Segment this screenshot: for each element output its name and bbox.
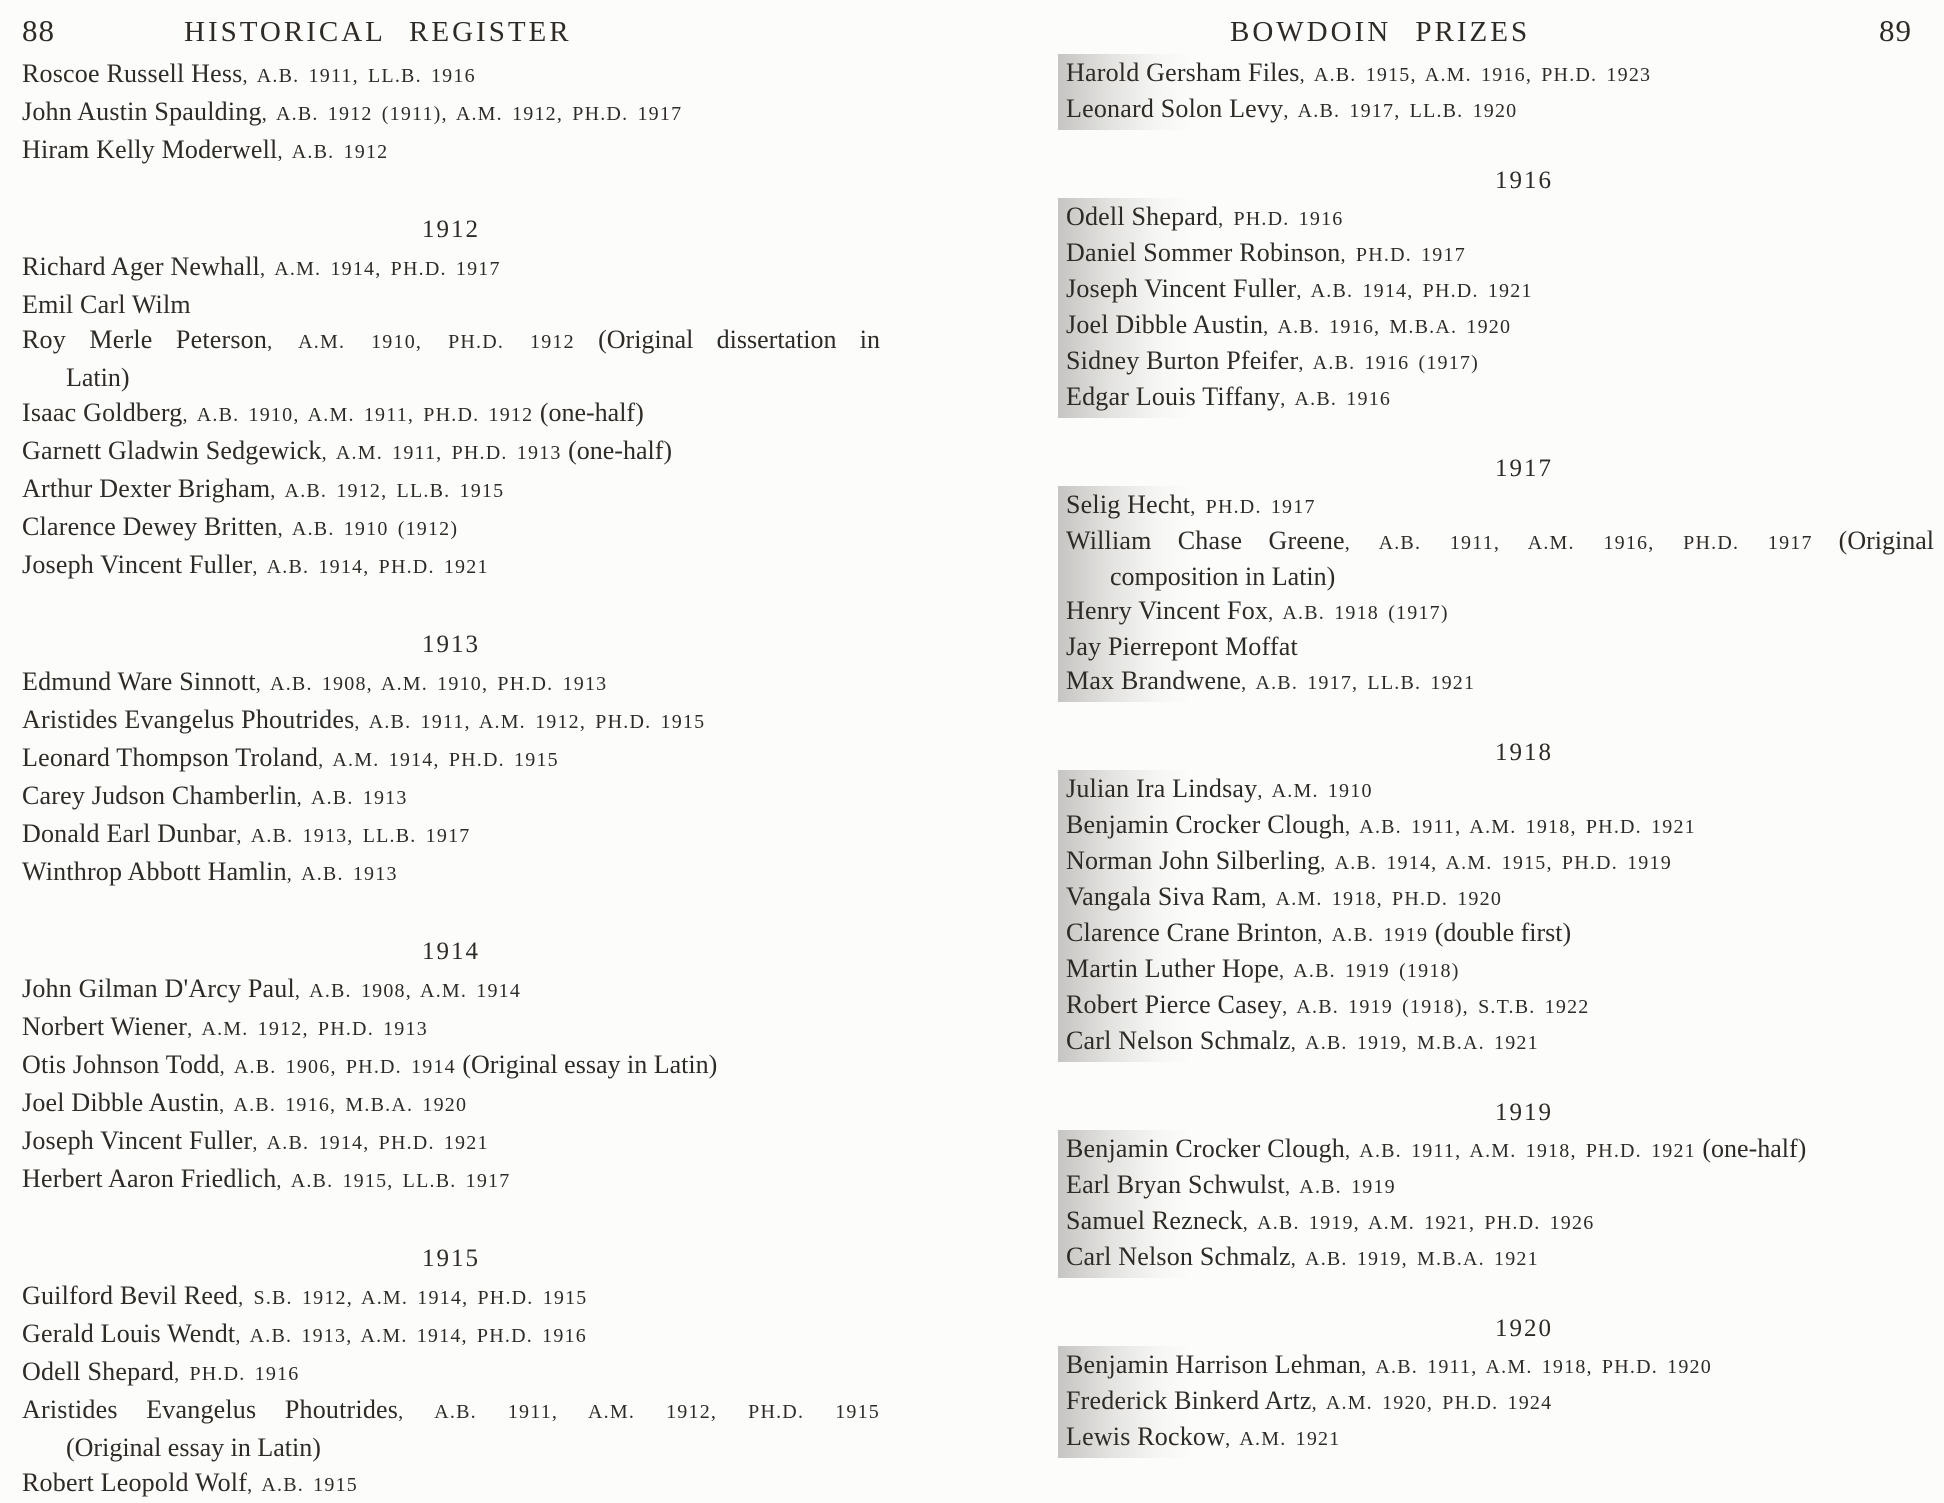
degrees: , A.B. 1912, LL.B. 1915 [270,480,505,502]
person-name: Emil Carl Wilm [22,290,191,319]
page-89-header [1066,14,1934,56]
person-name: Joseph Vincent Fuller [22,1126,253,1155]
person-name: Frederick Binkerd Artz [1066,1386,1312,1415]
register-entry [1066,56,1934,92]
page-number: 89 [1879,13,1912,48]
degrees: , A.B. 1919 (1918), S.T.B. 1922 [1282,996,1590,1018]
register-entry [22,322,880,395]
degrees: , A.B. 1914, PH.D. 1921 [252,556,489,578]
year-group [1066,452,1934,700]
degrees: , A.B. 1917, LL.B. 1920 [1283,100,1518,122]
register-entry [1066,92,1934,128]
register-entry [1066,988,1934,1024]
register-entry [1066,236,1934,272]
entry-note: (Original [1812,526,1934,555]
register-entry [1066,1384,1934,1420]
degrees: , A.B. 1919 [1285,1176,1396,1198]
degrees: , A.B. 1916, M.B.A. 1920 [1263,316,1512,338]
degrees: , A.B. 1916 [1280,388,1392,410]
degrees: , A.B. 1908, A.M. 1910, PH.D. 1913 [255,673,608,695]
entry-note: (Original essay in Latin) [455,1050,718,1079]
year-heading: 1912 [422,216,480,243]
register-entry [1066,630,1934,664]
degrees: , PH.D. 1917 [1340,244,1466,266]
entry-note: (one-half) [533,398,644,427]
register-entry [22,664,880,702]
degrees: , A.B. 1911, A.M. 1912, PH.D. 1915 [354,711,706,733]
person-name: Herbert Aaron Friedlich [22,1164,277,1193]
register-entry [22,702,880,740]
register-entry [1066,1348,1934,1384]
degrees: , A.B. 1910, A.M. 1911, PH.D. 1912 [182,404,534,426]
entry-block [1066,200,1934,416]
degrees: , S.B. 1912, A.M. 1914, PH.D. 1915 [238,1287,588,1309]
register-entry [22,1047,880,1085]
register-entry [1066,1132,1934,1168]
register-entry [1066,1168,1934,1204]
degrees: , A.B. 1915 [247,1474,358,1496]
year-group [1066,1096,1934,1276]
degrees: , PH.D. 1916 [174,1363,300,1385]
person-name: William Chase Greene [1066,526,1345,555]
degrees: , A.B. 1913, LL.B. 1917 [236,825,471,847]
year-group [22,56,880,170]
person-name: Hiram Kelly Moderwell [22,135,278,164]
register-entry [22,854,880,892]
person-name: Leonard Thompson Troland [22,743,319,772]
year-group [22,1241,880,1503]
person-name: Edmund Ware Sinnott [22,667,256,696]
person-name: Joel Dibble Austin [1066,310,1264,339]
prize-list [1066,56,1934,1456]
person-name: Robert Leopold Wolf [22,1468,248,1497]
entry-note: (one-half) [1695,1134,1807,1163]
degrees: , A.B. 1919, M.B.A. 1921 [1290,1248,1539,1270]
register-entry [1066,1240,1934,1276]
entry-block [1066,772,1934,1060]
register-entry [1066,1204,1934,1240]
register-entry [22,1316,880,1354]
entry-block [1066,56,1934,128]
person-name: Earl Bryan Schwulst [1066,1170,1285,1199]
register-list [22,56,880,1503]
page-89 [1066,14,1934,1456]
degrees: , A.M. 1921 [1225,1428,1341,1450]
entry-continuation: Latin) [66,363,130,392]
person-name: Clarence Crane Brinton [1066,918,1318,947]
year-heading: 1916 [1495,167,1553,194]
page-number: 88 [22,13,55,48]
degrees: , PH.D. 1916 [1218,208,1344,230]
register-entry [22,509,880,547]
register-entry [22,1392,880,1465]
person-name: Garnett Gladwin Sedgewick [22,436,322,465]
register-entry [1066,1420,1934,1456]
person-name: John Austin Spaulding [22,97,262,126]
year-heading: 1914 [422,938,480,965]
register-entry [22,249,880,287]
person-name: Max Brandwene [1066,666,1242,695]
degrees: , A.B. 1910 (1912) [277,518,459,540]
person-name: Daniel Sommer Robinson [1066,238,1341,267]
person-name: Winthrop Abbott Hamlin [22,857,287,886]
register-entry [22,433,880,471]
person-name: John Gilman D'Arcy Paul [22,974,295,1003]
person-name: Edgar Louis Tiffany [1066,382,1281,411]
degrees: , A.B. 1915, A.M. 1916, PH.D. 1923 [1299,64,1652,86]
entry-block [22,249,880,585]
degrees: , A.B. 1919 [1317,924,1429,946]
register-entry [22,287,880,322]
register-entry [1066,664,1934,700]
person-name: Carey Judson Chamberlin [22,781,297,810]
person-name: Otis Johnson Todd [22,1050,220,1079]
year-heading: 1920 [1495,1315,1553,1342]
register-entry [1066,524,1934,594]
entry-block [1066,1348,1934,1456]
person-name: Richard Ager Newhall [22,252,260,281]
degrees: , A.B. 1911, A.M. 1918, PH.D. 1921 [1345,1140,1696,1162]
register-entry [1066,308,1934,344]
person-name: Donald Earl Dunbar [22,819,237,848]
person-name: Aristides Evangelus Phoutrides [22,705,355,734]
register-entry [1066,808,1934,844]
register-entry [1066,772,1934,808]
register-entry [22,1278,880,1316]
entry-block [22,664,880,892]
entry-block [22,1278,880,1503]
person-name: Samuel Rezneck [1066,1206,1243,1235]
person-name: Vangala Siva Ram [1066,882,1262,911]
register-entry [22,816,880,854]
entry-block [1066,1132,1934,1276]
person-name: Joel Dibble Austin [22,1088,220,1117]
register-entry [22,1465,880,1503]
register-entry [1066,594,1934,630]
degrees: , A.B. 1917, LL.B. 1921 [1241,672,1476,694]
register-entry [1066,844,1934,880]
year-heading: 1918 [1495,739,1553,766]
page-title: HISTORICAL REGISTER [184,16,572,48]
entry-note: (double first) [1428,918,1572,947]
person-name: Leonard Solon Levy [1066,94,1284,123]
person-name: Guilford Bevil Reed [22,1281,239,1310]
year-group [1066,1312,1934,1456]
person-name: Joseph Vincent Fuller [1066,274,1297,303]
register-entry [22,1085,880,1123]
degrees: , A.B. 1908, A.M. 1914 [294,980,522,1002]
person-name: Odell Shepard [1066,202,1219,231]
person-name: Clarence Dewey Britten [22,512,278,541]
year-group [1066,56,1934,128]
entry-block [22,971,880,1199]
year-heading: 1919 [1495,1099,1553,1126]
degrees: , A.B. 1906, PH.D. 1914 [219,1056,456,1078]
register-entry [22,547,880,585]
person-name: Gerald Louis Wendt [22,1319,236,1348]
person-name: Roscoe Russell Hess [22,59,243,88]
register-entry [22,94,880,132]
register-entry [1066,380,1934,416]
register-entry [22,471,880,509]
register-entry [1066,952,1934,988]
register-entry [22,971,880,1009]
person-name: Arthur Dexter Brigham [22,474,271,503]
register-entry [1066,880,1934,916]
register-entry [1066,916,1934,952]
person-name: Odell Shepard [22,1357,175,1386]
register-entry [22,778,880,816]
degrees: , A.B. 1914, A.M. 1915, PH.D. 1919 [1320,852,1672,874]
entry-continuation: composition in Latin) [1110,562,1336,591]
degrees: , A.B. 1913, A.M. 1914, PH.D. 1916 [235,1325,587,1347]
degrees: , A.B. 1919, A.M. 1921, PH.D. 1926 [1242,1212,1595,1234]
register-entry [1066,344,1934,380]
register-entry [22,1123,880,1161]
degrees: , A.M. 1918, PH.D. 1920 [1261,888,1503,910]
degrees: , A.M. 1912, PH.D. 1913 [187,1018,428,1040]
person-name: Roy Merle Peterson [22,325,268,354]
degrees: , A.B. 1912 [277,141,389,163]
person-name: Joseph Vincent Fuller [22,550,253,579]
year-heading: 1913 [422,631,480,658]
year-group [22,627,880,892]
person-name: Lewis Rockow [1066,1422,1226,1451]
register-entry [22,56,880,94]
person-name: Sidney Burton Pfeifer [1066,346,1299,375]
register-entry [22,395,880,433]
year-heading: 1915 [422,1245,480,1272]
register-entry [22,1009,880,1047]
register-entry [22,132,880,170]
degrees: , A.B. 1911, A.M. 1918, PH.D. 1920 [1361,1356,1712,1378]
register-entry [22,1354,880,1392]
degrees: , A.M. 1920, PH.D. 1924 [1311,1392,1553,1414]
degrees: , A.B. 1918 (1917) [1268,602,1449,624]
degrees: , A.B. 1914, PH.D. 1921 [1296,280,1533,302]
person-name: Isaac Goldberg [22,398,183,427]
degrees: , A.B. 1916, M.B.A. 1920 [219,1094,468,1116]
degrees: , A.B. 1916 (1917) [1298,352,1479,374]
degrees: , A.B. 1911, LL.B. 1916 [242,65,476,87]
person-name: Selig Hecht [1066,490,1191,519]
register-entry [1066,488,1934,524]
entry-note: (Original dissertation in [574,325,881,354]
person-name: Carl Nelson Schmalz [1066,1026,1291,1055]
person-name: Benjamin Harrison Lehman [1066,1350,1362,1379]
entry-note: (one-half) [561,436,673,465]
degrees: , A.B. 1911, A.M. 1916, PH.D. 1917 [1344,532,1813,554]
degrees: , A.M. 1914, PH.D. 1917 [259,258,501,280]
year-group [22,212,880,585]
page-title: BOWDOIN PRIZES [1230,16,1531,48]
entry-block [22,56,880,170]
degrees: , A.B. 1911, A.M. 1912, PH.D. 1915 [398,1401,880,1423]
register-entry [22,1161,880,1199]
person-name: Benjamin Crocker Clough [1066,810,1345,839]
person-name: Julian Ira Lindsay [1066,774,1258,803]
degrees: , A.B. 1914, PH.D. 1921 [252,1132,489,1154]
person-name: Martin Luther Hope [1066,954,1279,983]
degrees: , A.B. 1911, A.M. 1918, PH.D. 1921 [1345,816,1696,838]
degrees: , A.B. 1919 (1918) [1278,960,1460,982]
degrees: , A.M. 1910 [1257,780,1373,802]
page-88-header [22,14,880,56]
register-entry [1066,272,1934,308]
degrees: , A.B. 1915, LL.B. 1917 [276,1170,511,1192]
degrees: , A.B. 1913 [286,863,398,885]
page-88 [22,14,880,1503]
degrees: , A.M. 1911, PH.D. 1913 [321,442,562,464]
register-entry [22,740,880,778]
degrees: , A.M. 1914, PH.D. 1915 [318,749,559,771]
degrees: , A.B. 1912 (1911), A.M. 1912, PH.D. 1917 [261,103,683,125]
year-group [1066,164,1934,416]
person-name: Norman John Silberling [1066,846,1321,875]
entry-block [1066,488,1934,700]
year-group [22,934,880,1199]
person-name: Harold Gersham Files [1066,58,1300,87]
register-entry [1066,1024,1934,1060]
entry-continuation: (Original essay in Latin) [66,1433,321,1462]
year-heading: 1917 [1495,455,1553,482]
person-name: Robert Pierce Casey [1066,990,1283,1019]
person-name: Norbert Wiener [22,1012,188,1041]
register-entry [1066,200,1934,236]
person-name: Henry Vincent Fox [1066,596,1269,625]
degrees: , A.M. 1910, PH.D. 1912 [267,331,575,353]
year-group [1066,736,1934,1060]
person-name: Jay Pierrepont Moffat [1066,632,1298,661]
person-name: Aristides Evangelus Phoutrides [22,1395,399,1424]
person-name: Carl Nelson Schmalz [1066,1242,1291,1271]
degrees: , PH.D. 1917 [1190,496,1316,518]
degrees: , A.B. 1913 [296,787,408,809]
degrees: , A.B. 1919, M.B.A. 1921 [1290,1032,1539,1054]
person-name: Benjamin Crocker Clough [1066,1134,1345,1163]
